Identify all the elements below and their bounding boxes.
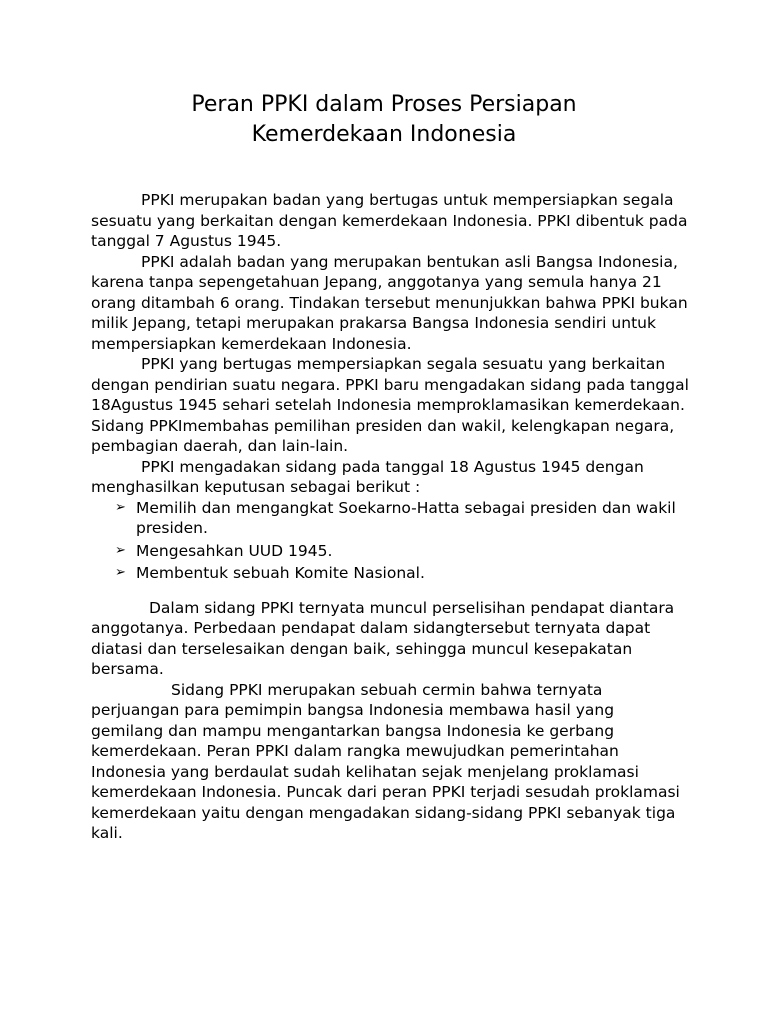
list-item: [115, 541, 691, 562]
list-item: [115, 563, 691, 584]
arrow-bullet-icon: ➢: [115, 565, 126, 580]
list-item-text: Membentuk sebuah Komite Nasional.: [136, 564, 425, 582]
paragraph-5: Dalam sidang PPKI ternyata muncul perselisihan pendapat diantara anggotanya. Perbedaan pendapat dalam sidangtersebut ternyata dapat diatasi dan terselesaikan dengan baik, sehingga muncul kesepakatan bersama.: [91, 598, 675, 678]
paragraph-4: PPKI mengadakan sidang pada tanggal 18 Agustus 1945 dengan menghasilkan keputusan sebagai berikut :: [91, 457, 644, 496]
page-title: [0, 90, 768, 150]
paragraph-1: PPKI merupakan badan yang bertugas untuk mempersiapkan segala sesuatu yang berkaitan dengan kemerdekaan Indonesia. PPKI dibentuk pada tanggal 7 Agustus 1945.: [91, 191, 688, 250]
title-line-2: Kemerdekaan Indonesia: [251, 122, 517, 147]
list-item: [115, 498, 691, 539]
arrow-bullet-icon: ➢: [115, 499, 126, 515]
title-line-1: Peran PPKI dalam Proses Persiapan: [191, 92, 577, 117]
document-body: [91, 190, 691, 844]
paragraph-6: Sidang PPKI merupakan sebuah cermin bahwa ternyata perjuangan para pemimpin bangsa Indonesia membawa hasil yang gemilang dan mampu mengantarkan bangsa Indonesia ke gerbang kemerdekaan. Peran PPKI dalam rangka mewujudkan pemerintahan Indonesia yang berdaulat sudah kelihatan sejak menjelang proklamasi kemerdekaan Indonesia. Puncak dari peran PPKI terjadi sesudah proklamasi kemerdekaan yaitu dengan mengadakan sidang-sidang PPKI sebanyak tiga kali.: [91, 680, 680, 842]
list-item-text: Memilih dan mengangkat Soekarno-Hatta sebagai presiden dan wakil presiden.: [136, 498, 676, 537]
arrow-bullet-icon: ➢: [115, 542, 126, 558]
paragraph-2: PPKI adalah badan yang merupakan bentukan asli Bangsa Indonesia, karena tanpa sepengetahuan Jepang, anggotanya yang semula hanya 21 orang ditambah 6 orang. Tindakan tersebut menunjukkan bahwa PPKI bukan milik Jepang, tetapi merupakan prakarsa Bangsa Indonesia sendiri untuk mempersiapkan kemerdekaan Indonesia.: [91, 252, 688, 353]
paragraph-3: PPKI yang bertugas mempersiapkan segala sesuatu yang berkaitan dengan pendirian suatu negara. PPKI baru mengadakan sidang pada tanggal 18Agustus 1945 sehari setelah Indonesia memproklamasikan kemerdekaan. Sidang PPKImembahas pemilihan presiden dan wakil, kelengkapan negara, pembagian daerah, dan lain-lain.: [91, 355, 689, 455]
decision-list: [91, 498, 691, 584]
list-item-text: Mengesahkan UUD 1945.: [136, 541, 333, 560]
spacer: [91, 586, 691, 598]
